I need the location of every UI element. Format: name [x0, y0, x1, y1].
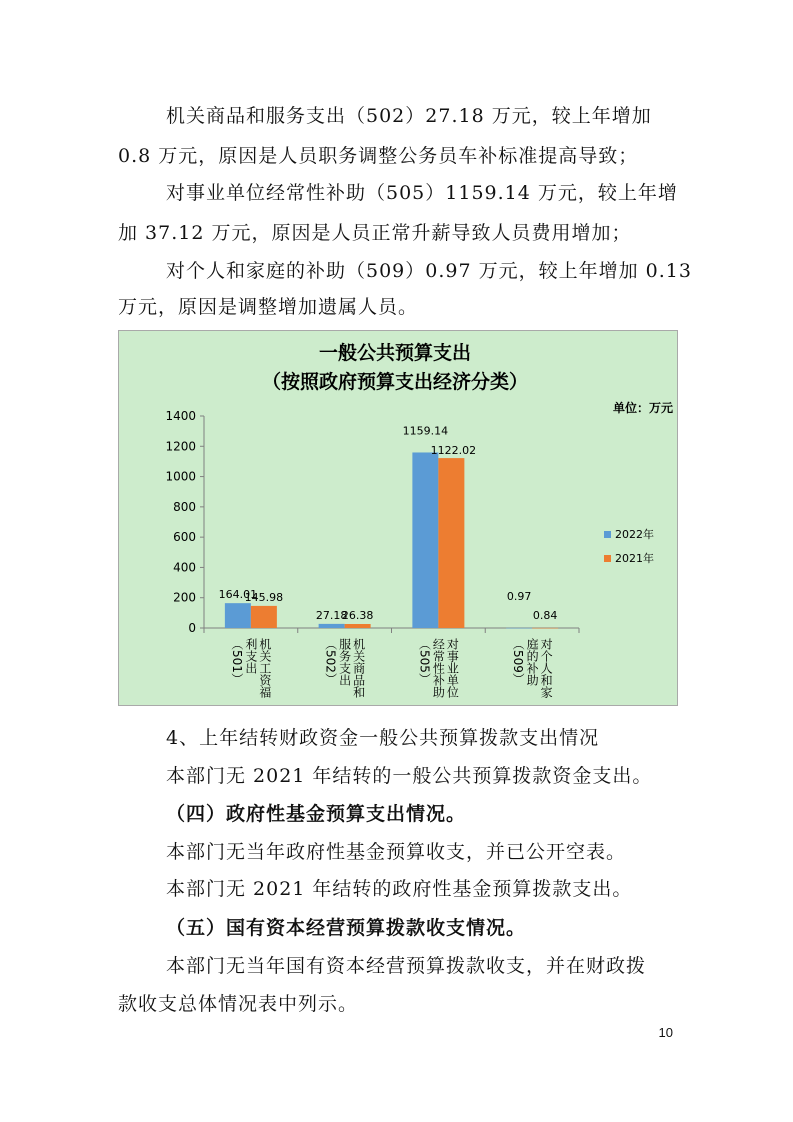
- y-tick-label: 800: [173, 499, 196, 514]
- category-label: 机关工资福: [257, 638, 272, 698]
- category-label: （509）: [511, 638, 526, 685]
- section-heading: （四）政府性基金预算支出情况。: [166, 803, 467, 825]
- category-label: 机关商品和: [351, 638, 366, 698]
- bar-1-1: [345, 624, 371, 628]
- category-label: 对事业单位: [445, 638, 460, 698]
- legend-label: 2022年: [615, 528, 654, 541]
- y-tick-label: 1000: [165, 469, 196, 484]
- text-line: 本部门无当年政府性基金预算收支，并已公开空表。: [166, 841, 627, 863]
- legend-swatch-0: [604, 531, 611, 538]
- page-number: 10: [658, 1025, 673, 1040]
- data-label: 164.01: [218, 588, 258, 602]
- legend-swatch-1: [604, 555, 611, 562]
- category-label: （502）: [323, 638, 338, 685]
- category-label: 利支出: [243, 638, 258, 674]
- data-label: 0.97: [506, 590, 532, 603]
- text-line: 万元，原因是调整增加遗属人员。: [118, 296, 419, 318]
- data-label: 145.98: [244, 590, 284, 604]
- text-line: 本部门无当年国有资本经营预算拨款收支，并在财政拨: [166, 955, 647, 977]
- category-label: 对个人和家: [539, 638, 554, 698]
- bar-0-1: [319, 624, 345, 628]
- text-line: 对个人和家庭的补助（509）0.97 万元，较上年增加 0.13: [166, 260, 692, 282]
- chart-svg: [119, 331, 677, 705]
- data-label: 1122.02: [430, 444, 477, 458]
- y-tick-label: 600: [173, 530, 196, 545]
- legend-label: 2021年: [615, 552, 654, 565]
- text-line: 对事业单位经常性补助（505）1159.14 万元，较上年增: [166, 182, 678, 204]
- data-label: 0.84: [532, 609, 558, 622]
- bar-1-3: [532, 628, 558, 629]
- y-tick-label: 1200: [165, 439, 196, 454]
- category-label: （505）: [417, 638, 432, 685]
- bar-0-0: [225, 603, 251, 628]
- y-tick-label: 400: [173, 560, 196, 575]
- chart-title: 一般公共预算支出: [318, 342, 472, 364]
- text-line: 本部门无 2021 年结转的一般公共预算拨款资金支出。: [166, 765, 653, 787]
- text-line: 机关商品和服务支出（502）27.18 万元，较上年增加: [166, 105, 652, 127]
- chart-subtitle: （按照政府预算支出经济分类）: [261, 371, 529, 393]
- data-label: 1159.14: [402, 424, 449, 438]
- budget-chart: [118, 330, 678, 706]
- bar-1-2: [438, 458, 464, 628]
- data-label: 26.38: [341, 609, 374, 623]
- text-line: 本部门无 2021 年结转的政府性基金预算拨款支出。: [166, 878, 633, 900]
- category-label: 经常性补助: [431, 638, 446, 698]
- bar-0-3: [506, 628, 532, 629]
- category-label: 庭的补助: [525, 638, 540, 686]
- y-tick-label: 200: [173, 590, 196, 605]
- text-line: 加 37.12 万元，原因是人员正常升薪导致人员费用增加；: [118, 222, 632, 244]
- category-label: 服务支出: [337, 638, 352, 686]
- y-tick-label: 0: [188, 621, 196, 635]
- text-line: 0.8 万元，原因是人员职务调整公务员车补标准提高导致；: [118, 145, 639, 167]
- text-line: 4、上年结转财政资金一般公共预算拨款支出情况: [166, 727, 600, 749]
- unit-label: 单位：万元: [612, 401, 673, 415]
- bar-0-2: [412, 452, 438, 628]
- data-label: 27.18: [315, 608, 348, 622]
- text-line: 款收支总体情况表中列示。: [118, 993, 359, 1015]
- bar-1-0: [251, 606, 277, 628]
- category-label: （501）: [229, 638, 244, 685]
- section-heading: （五）国有资本经营预算拨款收支情况。: [166, 917, 527, 939]
- y-tick-label: 1400: [165, 409, 196, 423]
